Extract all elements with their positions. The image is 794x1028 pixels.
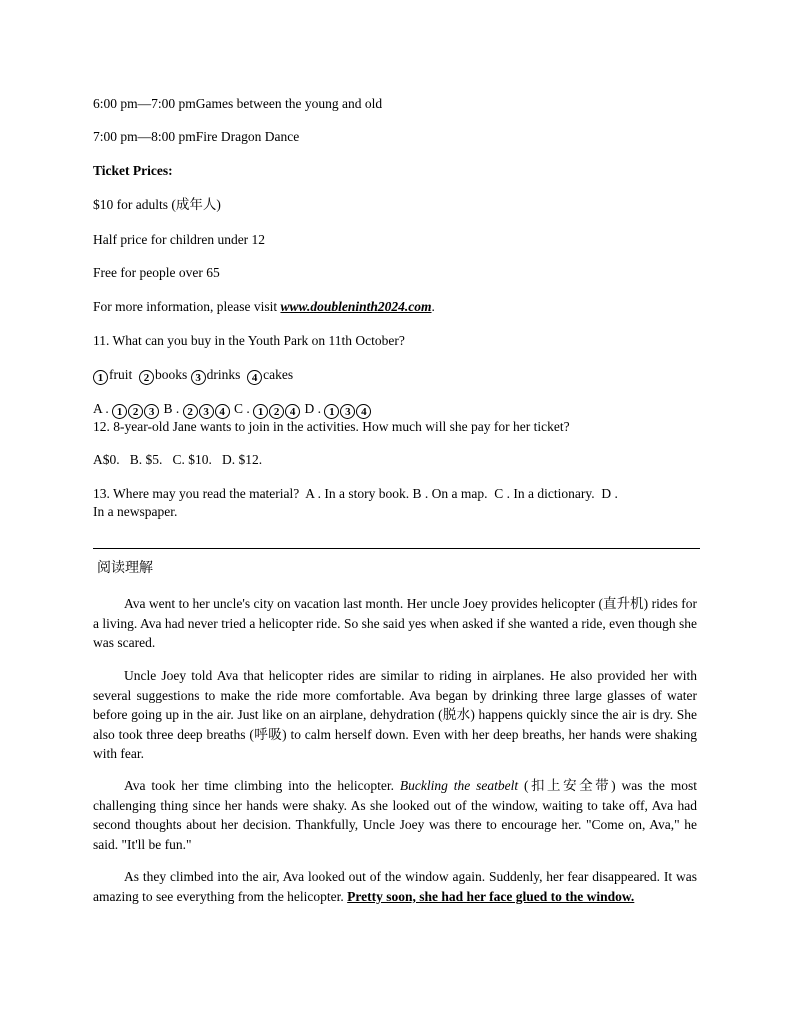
- website-link[interactable]: www.doubleninth2024.com: [280, 299, 432, 314]
- question-11-items: [93, 366, 293, 385]
- circled-number: 1: [253, 404, 268, 419]
- schedule-row-2: [93, 128, 299, 145]
- choice-letter: B .: [163, 401, 180, 416]
- question-13-line-2: In a newspaper.: [93, 504, 178, 519]
- section-divider: [93, 548, 700, 549]
- reading-paragraph-1: [93, 594, 697, 653]
- paragraph-text-part: As they climbed into the air, Ava looked out of the window again. Suddenly, her fear disappeared. It was amazing to see everything from the helicopter.: [93, 869, 697, 904]
- circled-number: 2: [269, 404, 284, 419]
- schedule-time: 6:00 pm—7:00 pm: [93, 96, 196, 111]
- circled-number: 1: [324, 404, 339, 419]
- choice-letter: C .: [234, 401, 250, 416]
- item-label: fruit: [109, 367, 133, 382]
- schedule-time: 7:00 pm—8:00 pm: [93, 129, 196, 144]
- paragraph-text: Ava went to her uncle's city on vacation last month. Her uncle Joey provides helicopter (直升机) rides for a living. Ava had never tried a helicopter ride. So she said yes when asked if she wanted a ride, even though she was scared.: [93, 596, 697, 651]
- info-prefix: For more information, please visit: [93, 299, 281, 314]
- paragraph-text: [93, 867, 697, 906]
- ticket-info: [93, 298, 435, 315]
- circled-number: 4: [285, 404, 300, 419]
- reading-paragraph-3: [93, 776, 697, 854]
- circled-number: 3: [144, 404, 159, 419]
- circled-number: 1: [93, 370, 108, 385]
- circled-number: 2: [183, 404, 198, 419]
- reading-paragraph-4: [93, 867, 697, 906]
- schedule-event: Fire Dragon Dance: [195, 129, 300, 144]
- schedule-event: Games between the young and old: [195, 96, 383, 111]
- paragraph-text-part: Ava took her time climbing into the helicopter.: [124, 778, 400, 793]
- section-title: 阅读理解: [97, 560, 153, 576]
- underlined-sentence: Pretty soon, she had her face glued to the window.: [347, 888, 635, 904]
- item-label: cakes: [263, 367, 294, 382]
- circled-number: 3: [340, 404, 355, 419]
- circled-number: 4: [247, 370, 262, 385]
- italic-phrase: Buckling the seatbelt: [399, 778, 519, 793]
- circled-number: 1: [112, 404, 127, 419]
- paragraph-text: [93, 776, 697, 854]
- question-12-stem: 12. 8-year-old Jane wants to join in the activities. How much will she pay for her ticket?: [93, 419, 570, 434]
- item-label: drinks: [206, 367, 241, 382]
- ticket-children: Half price for children under 12: [93, 232, 266, 247]
- schedule-row-1: [93, 95, 382, 112]
- choice-letter: D .: [304, 401, 322, 416]
- question-11-stem: 11. What can you buy in the Youth Park on 11th October?: [93, 333, 405, 348]
- ticket-seniors: Free for people over 65: [93, 265, 220, 280]
- circled-number: 3: [199, 404, 214, 419]
- choice-letter: A .: [93, 401, 109, 416]
- question-12-options: A$0. B. $5. C. $10. D. $12.: [93, 452, 263, 467]
- question-11-choices: [93, 400, 372, 419]
- paragraph-text: Uncle Joey told Ava that helicopter rides are similar to riding in airplanes. He also provided her with several suggestions to make the ride more comfortable. Ava began by drinking three large glasses of water before going up in the air. Just like on an airplane, dehydration (脱水) happens quickly since the air is dry. She also took three deep breaths (呼吸) to calm herself down. Even with her deep breaths, her hands were shaking with fear.: [93, 668, 697, 762]
- circled-number: 2: [128, 404, 143, 419]
- circled-number: 4: [356, 404, 371, 419]
- circled-number: 3: [191, 370, 206, 385]
- item-label: books: [155, 367, 188, 382]
- ticket-adults: $10 for adults (成年人): [93, 197, 221, 212]
- paragraph-text-part: (扣上安全带) was the most challenging thing since her hands were shaky. As she looked out of the window, waiting to take off, Ava had second thoughts about her decision. Thankfully, Uncle Joey was there to encourage her. "Come on, Ava," he said. "It'll be fun.": [93, 778, 697, 852]
- ticket-heading: Ticket Prices:: [93, 163, 173, 178]
- circled-number: 2: [139, 370, 154, 385]
- reading-paragraph-2: [93, 666, 697, 764]
- question-13-line-1: 13. Where may you read the material? A . In a story book. B . On a map. C . In a dictionary. D .: [93, 486, 618, 501]
- info-suffix: .: [431, 299, 435, 314]
- circled-number: 4: [215, 404, 230, 419]
